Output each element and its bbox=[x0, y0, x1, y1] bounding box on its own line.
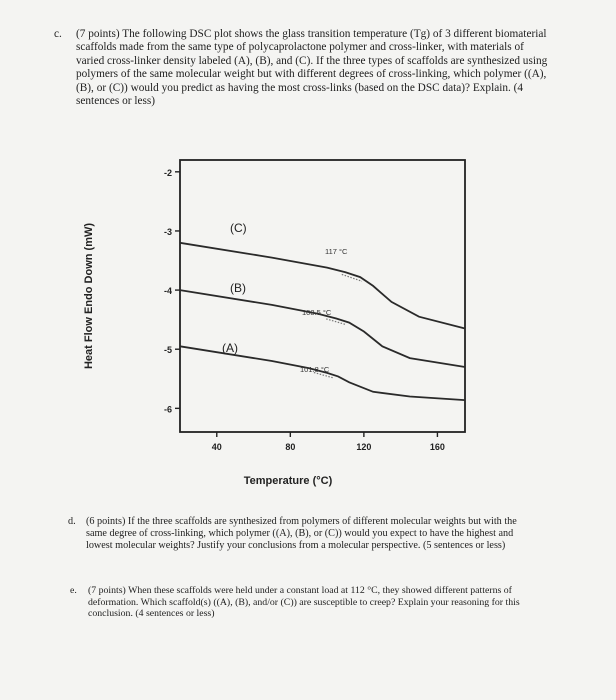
question-e bbox=[70, 585, 540, 620]
y-axis-label: Heat Flow Endo Down (mW) bbox=[83, 222, 95, 370]
series-layer bbox=[180, 221, 465, 400]
question-d-label: d. bbox=[68, 516, 76, 527]
y-axis bbox=[164, 168, 180, 415]
y-tick-label: -3 bbox=[163, 226, 172, 237]
question-c bbox=[54, 28, 554, 108]
series-line bbox=[180, 290, 465, 367]
question-e-label: e. bbox=[70, 585, 77, 596]
tg-annotation: 117 °C bbox=[325, 247, 348, 256]
y-tick-label: -6 bbox=[163, 404, 172, 415]
question-c-text: (7 points) The following DSC plot shows the glass transition temperature (Tg) of 3 different biomaterial scaffolds made from the same type of polycaprolactone polymer and cross-linker, with materials of varied cross-linker density labeled (A), (B), and (C). If the three types of scaffolds are synthesized using polymers of the same molecular weight but with different degrees of cross-linking, which polymer ((A), (B), or (C)) would you predict as having the most cross-links (based on the DSC data)? Explain. (4 sentences or less) bbox=[76, 28, 548, 108]
y-tick-label: -5 bbox=[163, 345, 172, 356]
question-d bbox=[68, 516, 538, 552]
y-tick-label: -4 bbox=[163, 286, 172, 297]
plot-frame bbox=[180, 160, 465, 432]
dsc-chart bbox=[78, 150, 478, 490]
series-label: (C) bbox=[230, 221, 247, 235]
x-tick-label: 120 bbox=[356, 442, 372, 452]
tg-marker bbox=[326, 319, 346, 325]
series-label: (B) bbox=[230, 281, 246, 295]
x-tick-label: 160 bbox=[429, 442, 445, 452]
question-e-text: (7 points) When these scaffolds were held under a constant load at 112 °C, they showed different patterns of deformation. Which scaffold(s) ((A), (B), and/or (C)) are susceptible to creep? Explain your reasoning for this conclusion. (4 sentences or less) bbox=[88, 585, 520, 620]
question-d-text: (6 points) If the three scaffolds are synthesized from polymers of different molecular weights but with the same degree of cross-linking, which polymer ((A), (B), or (C)) would you expect to have the highest and lowest molecular weights? Justify your conclusions from a molecular perspective. (5 sentences or less) bbox=[86, 516, 517, 551]
x-axis-label: Temperature (°C) bbox=[243, 475, 333, 487]
x-axis bbox=[212, 432, 445, 452]
y-tick-label: -2 bbox=[163, 167, 172, 178]
tg-annotation: 101.8 °C bbox=[300, 365, 330, 374]
x-tick-label: 40 bbox=[211, 442, 222, 452]
tg-marker bbox=[342, 274, 362, 281]
x-tick-label: 80 bbox=[285, 442, 296, 452]
tg-annotation: 108.5 °C bbox=[302, 308, 332, 317]
series-label: (A) bbox=[222, 341, 238, 355]
question-c-label: c. bbox=[54, 28, 62, 40]
